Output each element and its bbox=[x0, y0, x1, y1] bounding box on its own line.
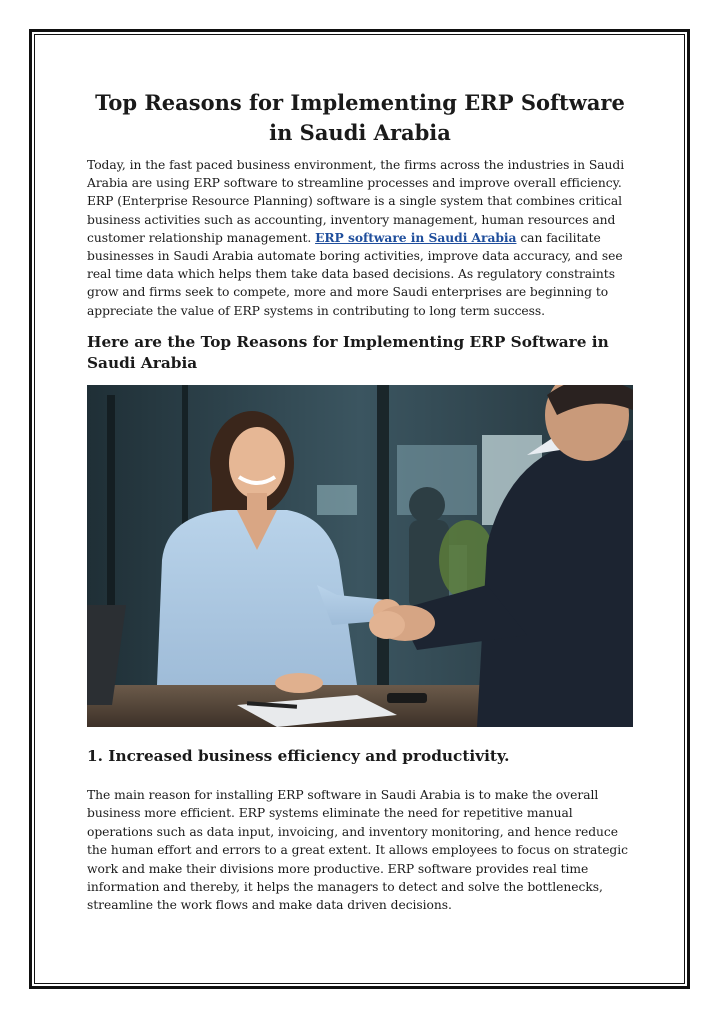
document-title: Top Reasons for Implementing ERP Software in Saudi Arabia bbox=[95, 90, 625, 145]
intro-text-before-link: Today, in the fast paced business environment, the firms across the industries in Saudi Arabia are using ERP software to streamline processes and improve overall efficiency. ERP (Enterprise Resource Planning) software is a single system that combines critical business activities such as accounting, inventory management, human resources and customer relationship management. bbox=[87, 158, 625, 245]
handshake-illustration bbox=[87, 385, 633, 727]
handshake-photo bbox=[87, 385, 633, 727]
section-1-paragraph: The main reason for installing ERP software in Saudi Arabia is to make the overall business more efficient. ERP systems eliminate the need for repetitive manual operations such as data input, invoicing, and inventory monitoring, and hence reduce the human effort and errors to a great extent. It allows employees to focus on strategic work and make their divisions more productive. ERP software provides real time information and thereby, it helps the managers to detect and solve the bottlenecks, streamline the work flows and make data driven decisions. bbox=[87, 788, 628, 913]
intro-paragraph bbox=[87, 156, 633, 320]
erp-software-saudi-link[interactable]: ERP software in Saudi Arabia bbox=[315, 229, 517, 245]
reasons-subheading: Here are the Top Reasons for Implementing ERP Software in Saudi Arabia bbox=[87, 333, 609, 372]
intro-text-after-link: can facilitate businesses in Saudi Arabia automate boring activities, improve data accuracy, and see real time data which helps them take data based decisions. As regulatory constraints grow and firms seek to compete, more and more Saudi enterprises are beginning to appreciate the value of ERP systems in contributing to long term success. bbox=[87, 230, 623, 318]
section-1-heading: 1. Increased business efficiency and productivity. bbox=[87, 747, 510, 765]
